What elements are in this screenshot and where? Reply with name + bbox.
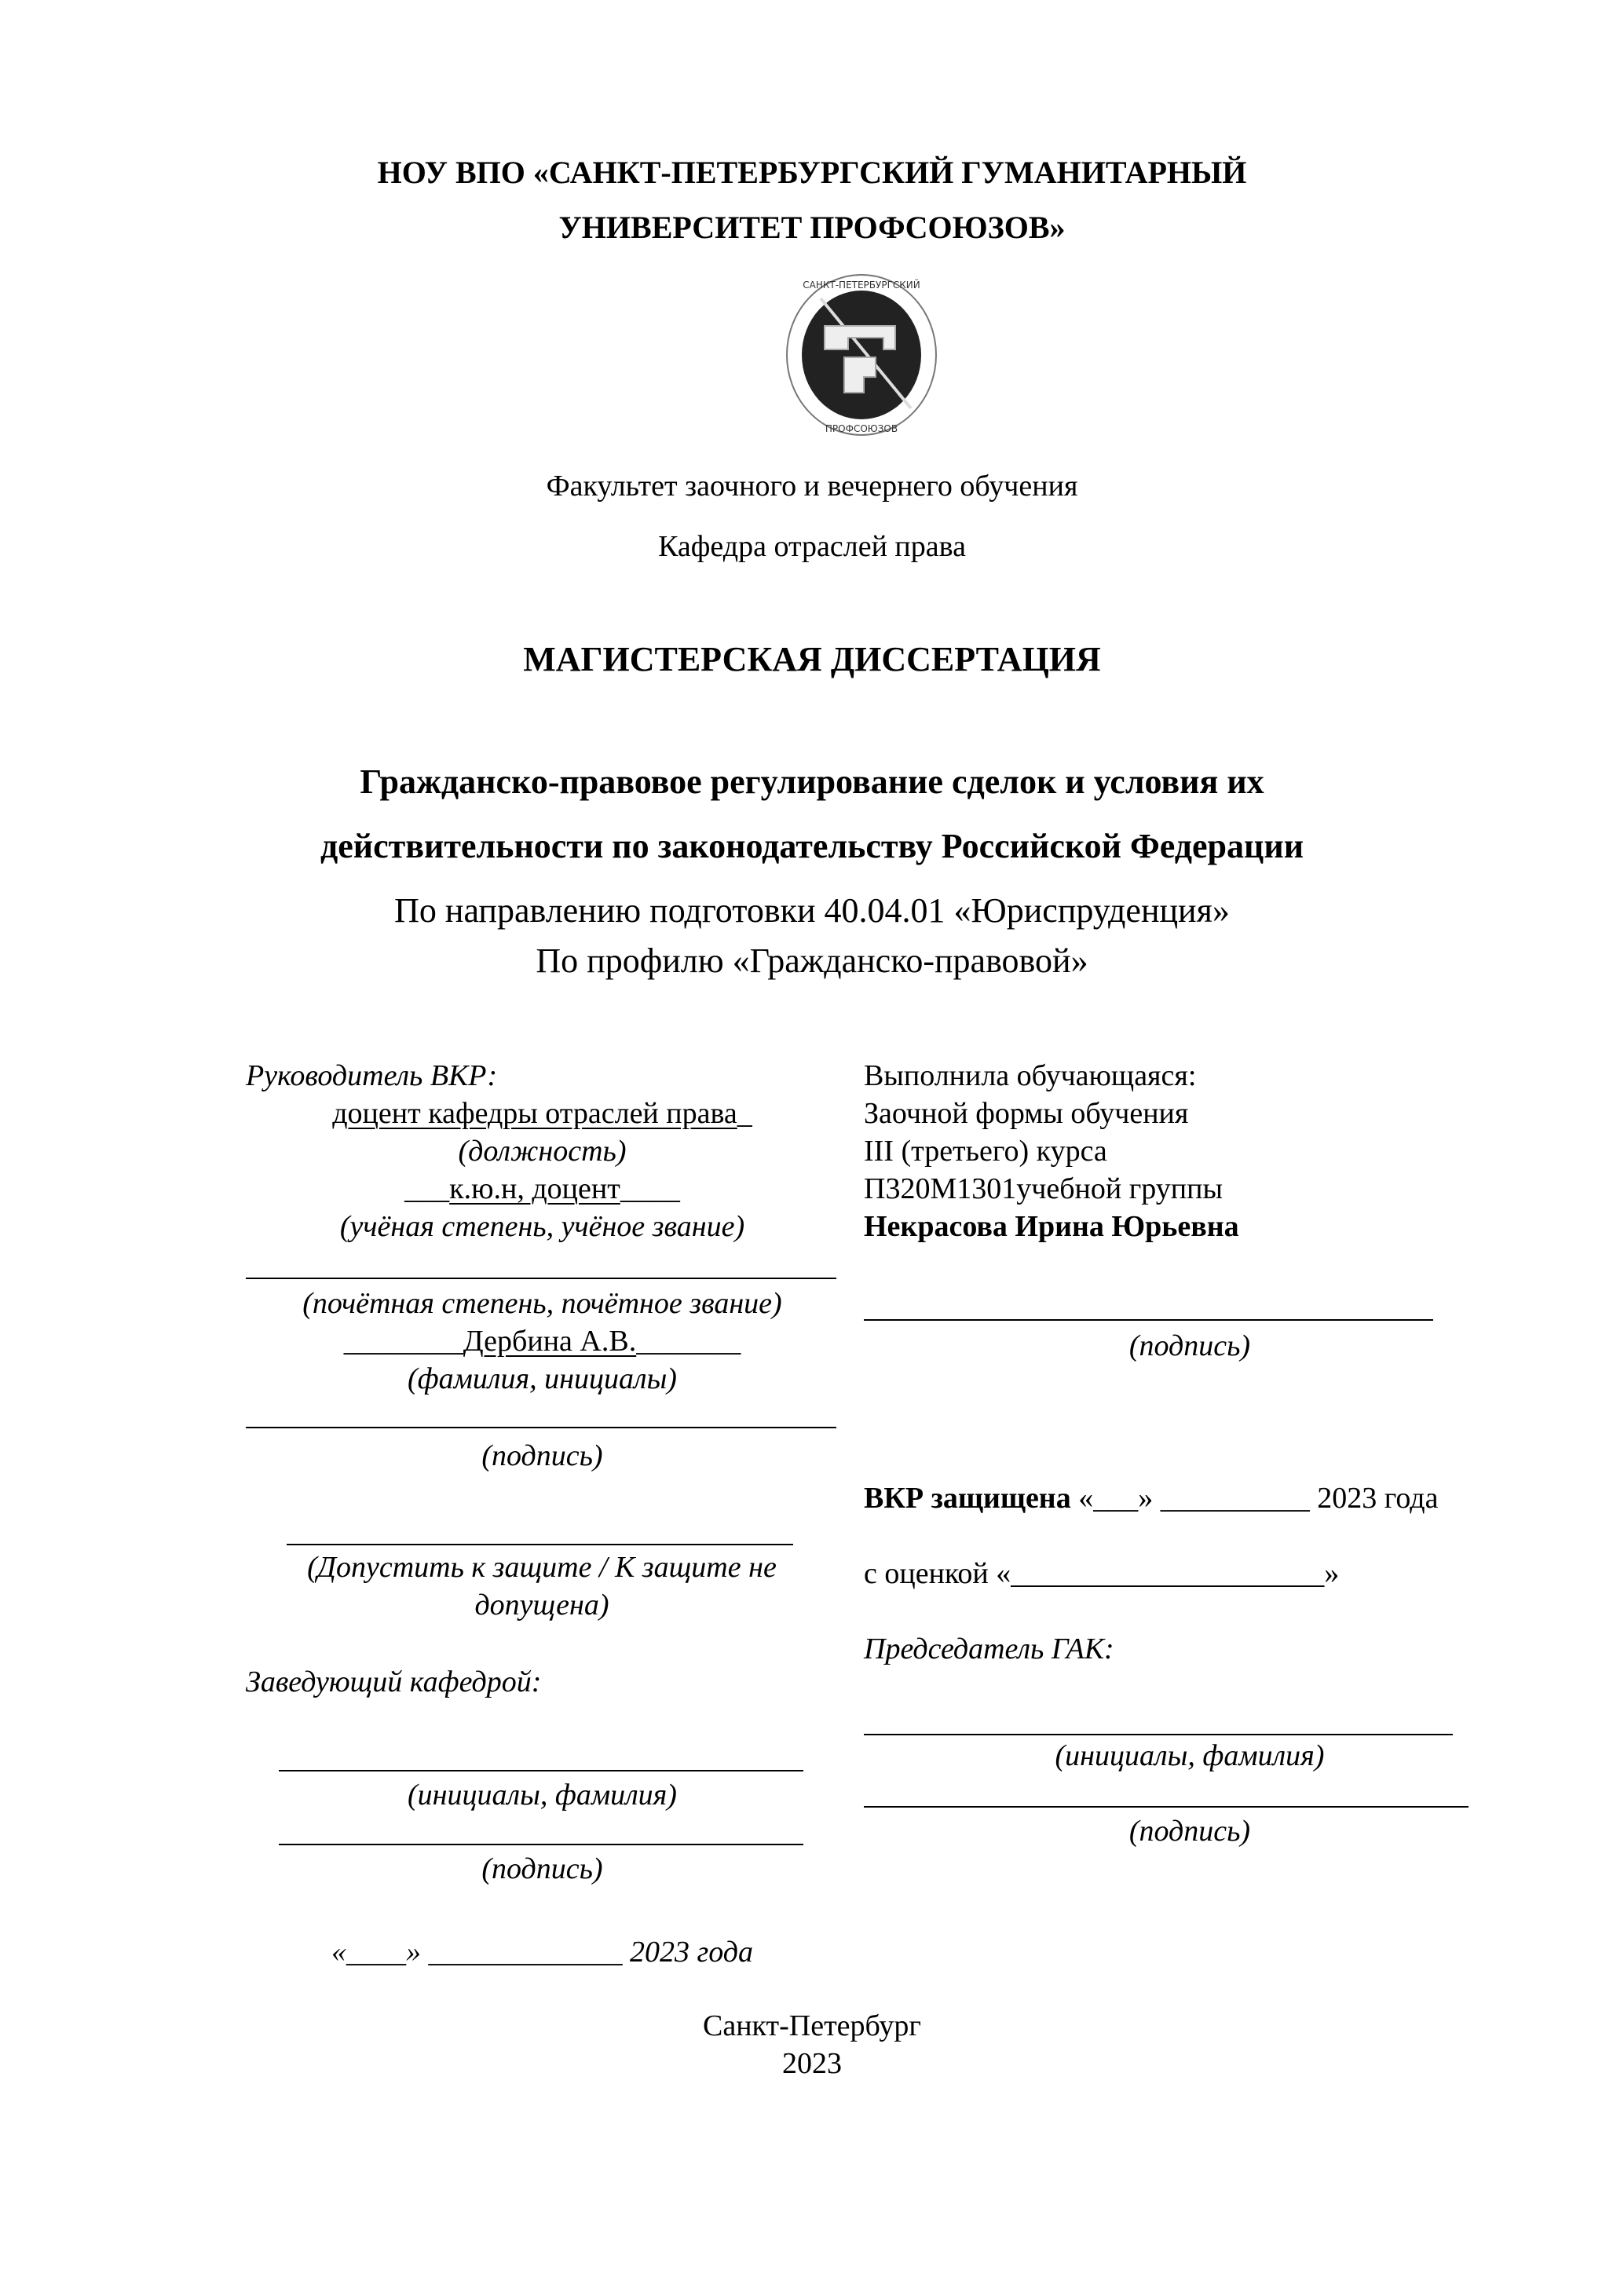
- university-emblem-icon: [777, 271, 946, 440]
- chair-name-caption: (инициалы, фамилия): [1055, 1739, 1325, 1772]
- head-of-department-label: Заведующий кафедрой:: [246, 1665, 542, 1698]
- chair-name-line: [864, 1734, 1453, 1735]
- student-signature-caption: (подпись): [1128, 1329, 1251, 1362]
- head-name-caption: (инициалы, фамилия): [408, 1779, 677, 1812]
- defense-date-line: [864, 1479, 1438, 1517]
- supervisor-degree-value: к.ю.н, доцент: [449, 1172, 620, 1205]
- study-direction: По направлению подготовки 40.04.01 «Юриспруденция»: [394, 891, 1230, 930]
- supervisor-name-value: Дербина А.В.: [463, 1325, 637, 1358]
- university-name-line1: НОУ ВПО «САНКТ-ПЕТЕРБУРГСКИЙ ГУМАНИТАРНЫЙ: [377, 155, 1247, 190]
- supervisor-position-suffix: _: [737, 1097, 752, 1130]
- commission-chair-label: Председатель ГАК:: [864, 1632, 1114, 1665]
- head-signature-line: [279, 1844, 803, 1845]
- university-name-line2: УНИВЕРСИТЕТ ПРОФСОЮЗОВ»: [558, 210, 1066, 245]
- document-type-title: МАГИСТЕРСКАЯ ДИССЕРТАЦИЯ: [523, 640, 1101, 678]
- course: III (третьего) курса: [864, 1135, 1107, 1168]
- name-caption: (фамилия, инициалы): [408, 1362, 677, 1395]
- thesis-topic-line2: действительности по законодательству Российской Федерации: [320, 827, 1304, 865]
- department-name: Кафедра отраслей права: [658, 530, 966, 563]
- degree-caption: (учёная степень, учёное звание): [339, 1210, 745, 1243]
- grade-line: с оценкой «_____________________»: [864, 1557, 1340, 1590]
- supervisor-position-value: доцент кафедры отраслей права: [332, 1097, 737, 1130]
- honorary-title-line: [246, 1278, 836, 1279]
- honorary-title-caption: (почётная степень, почётное звание): [302, 1287, 782, 1320]
- student-signature-line: [864, 1319, 1433, 1321]
- svg-text:САНКТ-ПЕТЕРБУРГСКИЙ: САНКТ-ПЕТЕРБУРГСКИЙ: [803, 280, 920, 291]
- supervisor-signature-line: [246, 1427, 836, 1428]
- student-label: Выполнила обучающаяся:: [864, 1059, 1197, 1092]
- degree-prefix-underscores: ___: [404, 1172, 450, 1205]
- approval-date-line: «____» _____________ 2023 года: [331, 1936, 754, 1969]
- study-group: П320М1301учебной группы: [864, 1172, 1223, 1205]
- supervisor-signature-caption: (подпись): [481, 1439, 603, 1472]
- supervisor-name-field: [246, 1322, 839, 1360]
- thesis-topic-line1: Гражданско-правовое регулирование сделок и условия их: [360, 762, 1264, 801]
- student-full-name: Некрасова Ирина Юрьевна: [864, 1210, 1239, 1243]
- name-suffix-underscores: _______: [636, 1325, 741, 1358]
- chair-signature-caption: (подпись): [1128, 1815, 1251, 1848]
- faculty-name: Факультет заочного и вечернего обучения: [546, 470, 1078, 503]
- study-profile: По профилю «Гражданско-правовой»: [536, 941, 1088, 980]
- degree-suffix-underscores: ____: [620, 1172, 680, 1205]
- defended-label: ВКР защищена: [864, 1482, 1071, 1515]
- admission-decision-line: [287, 1544, 793, 1545]
- chair-signature-line: [864, 1806, 1469, 1808]
- name-prefix-underscores: ________: [343, 1325, 463, 1358]
- study-form: Заочной формы обучения: [864, 1097, 1189, 1130]
- year: 2023: [782, 2047, 842, 2080]
- head-name-line: [279, 1770, 803, 1771]
- city: Санкт-Петербург: [702, 2009, 922, 2042]
- supervisor-label: Руководитель ВКР:: [246, 1059, 498, 1092]
- supervisor-degree-field: [246, 1170, 839, 1208]
- position-caption: (должность): [458, 1135, 627, 1168]
- svg-text:ПРОФСОЮЗОВ: ПРОФСОЮЗОВ: [825, 423, 898, 434]
- supervisor-position-field: [246, 1095, 839, 1132]
- head-signature-caption: (подпись): [481, 1852, 603, 1885]
- admission-caption: (Допустить к защите / К защите не допущена): [307, 1551, 777, 1621]
- defended-date: «___» __________ 2023 года: [1078, 1482, 1439, 1515]
